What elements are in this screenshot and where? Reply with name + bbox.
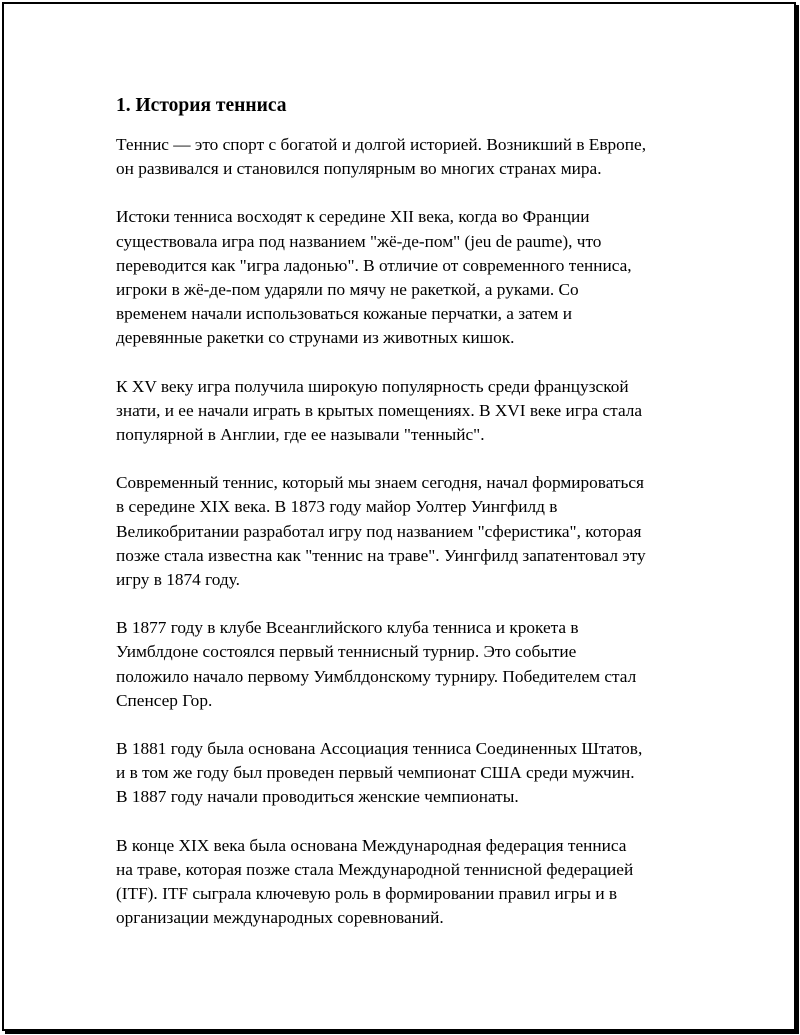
text-line: Уимблдоне состоялся первый теннисный турнир. Это событие [116,642,577,662]
text-line: деревянные ракетки со струнами из животных кишок. [116,328,515,348]
text-line: Истоки тенниса восходят к середине XII века, когда во Франции [116,207,590,227]
text-line: временем начали использоваться кожаные перчатки, а затем и [116,304,572,324]
text-line: положило начало первому Уимблдонскому турниру. Победителем стал [116,666,637,686]
text-line: позже стала известна как "теннис на траве". Уингфилд запатентовал эту [116,545,646,565]
text-line: Спенсер Гор. [116,690,213,710]
text-line: Теннис — это спорт с богатой и долгой историей. Возникший в Европе, [116,135,647,154]
text-line: он развивался и становился популярным во многих странах мира. [116,159,602,179]
paragraph-modern-tennis [116,471,696,592]
text-line: игру в 1874 году. [116,570,240,590]
paragraph-intro [116,133,696,181]
text-line: К XV веку игра получила широкую популярность среди французской [116,376,629,396]
text-line: организации международных соревнований. [116,908,444,928]
text-line: и в том же году был проведен первый чемпионат США среди мужчин. [116,763,635,783]
text-line: В 1887 году начали проводиться женские чемпионаты. [116,787,519,807]
paragraph-wimbledon [116,616,696,713]
document-body [116,94,696,954]
text-line: (ITF). ITF сыграла ключевую роль в формировании правил игры и в [116,884,618,904]
text-line: Современный теннис, который мы знаем сегодня, начал формироваться [116,473,645,493]
text-line: Великобритании разработал игру под названием "сферистика", которая [116,521,642,541]
paragraph-itf [116,834,696,931]
text-line: В 1881 году была основана Ассоциация тенниса Соединенных Штатов, [116,739,643,759]
text-line: переводится как "игра ладонью". В отличие от современного тенниса, [116,255,632,275]
text-line: существовала игра под названием "жё-де-пом" (jeu de paume), что [116,231,602,251]
text-line: знати, и ее начали играть в крытых помещениях. В XVI веке игра стала [116,400,643,420]
text-line: В конце XIX века была основана Международная федерация тенниса [116,835,627,855]
paragraph-origins [116,205,696,350]
text-line: на траве, которая позже стала Международной теннисной федерацией [116,859,634,879]
text-line: популярной в Англии, где ее называли "тенныйс". [116,425,485,445]
text-line: в середине XIX века. В 1873 году майор Уолтер Уингфилд в [116,497,558,517]
paragraph-usa [116,737,696,810]
text-line: В 1877 году в клубе Всеанглийского клуба тенниса и крокета в [116,618,579,638]
paragraph-fifteenth-century [116,375,696,448]
text-line: игроки в жё-де-пом ударяли по мячу не ракеткой, а руками. Со [116,280,579,300]
page-title: 1. История тенниса [116,95,287,116]
